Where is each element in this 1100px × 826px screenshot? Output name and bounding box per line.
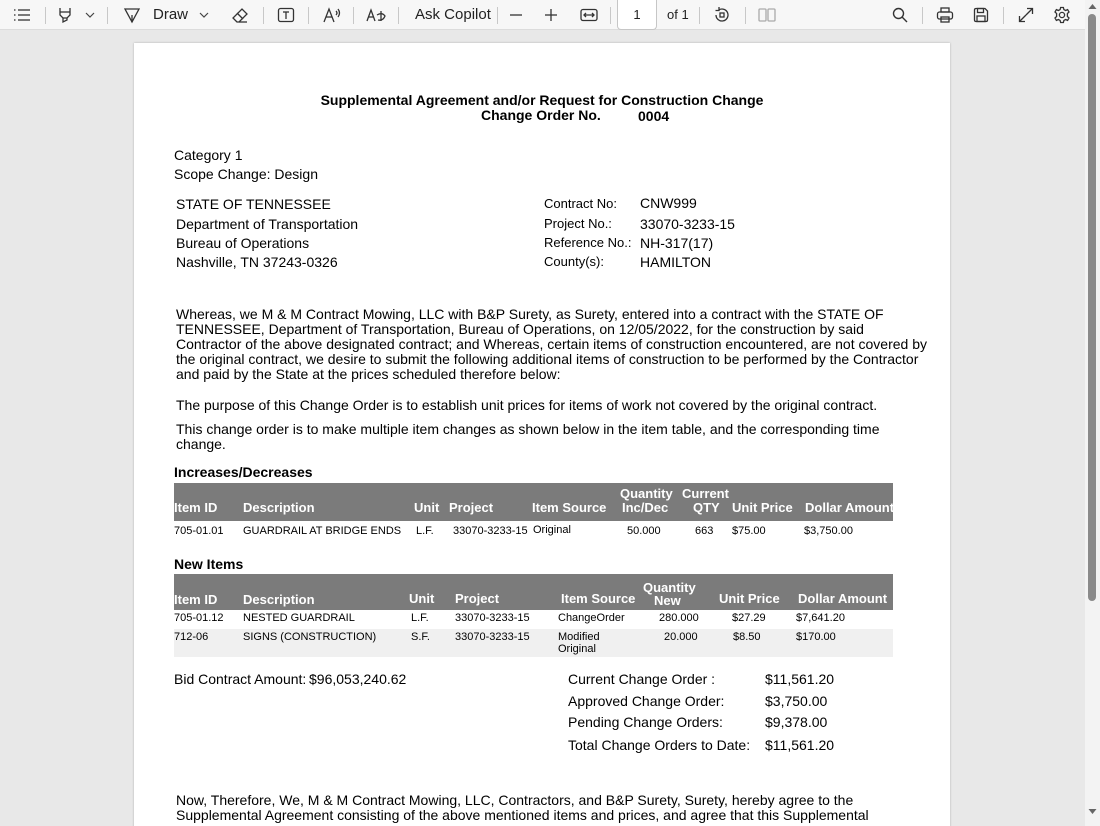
cell-quantity: 20.000 [664, 631, 698, 643]
cell-unit: L.F. [411, 612, 429, 624]
header-project: Project [455, 591, 500, 606]
print-icon[interactable] [934, 0, 956, 30]
header-item-source: Item Source [532, 500, 607, 515]
draw-label[interactable]: Draw [153, 6, 189, 23]
change-order-label: Change Order No. [481, 107, 601, 123]
toolbar-divider [308, 7, 309, 24]
toolbar-divider [610, 7, 611, 24]
whereas-line: and paid by the State at the prices scheduled therefore below: [176, 366, 561, 382]
header-dollar-amount: Dollar Amount [798, 591, 888, 606]
document-title: Supplemental Agreement and/or Request for Construction Change [320, 92, 764, 108]
header-quantity: Quantity [643, 580, 696, 595]
new-items-title: New Items [174, 556, 244, 572]
header-dollar-amount: Dollar Amount [805, 500, 895, 515]
cell-project: 33070-3233-15 [453, 525, 528, 537]
zoom-in-icon[interactable] [541, 0, 561, 30]
header-description: Description [243, 592, 315, 607]
purpose-statement: The purpose of this Change Order is to establish unit prices for items of work not covered by the original contract. [176, 397, 878, 413]
toolbar-divider [745, 7, 746, 24]
header-unit-price: Unit Price [719, 591, 780, 606]
save-icon[interactable] [970, 0, 992, 30]
pdf-toolbar [0, 0, 1100, 30]
whereas-line: TENNESSEE, Department of Transportation, Bureau of Operations, on 12/05/2022, for the construction by said [176, 321, 864, 337]
project-no-label: Project No.: [544, 216, 612, 231]
cell-unit: L.F. [416, 525, 434, 537]
table-row [174, 629, 893, 657]
scope-change: Scope Change: Design [174, 166, 318, 182]
total-label: Pending Change Orders: [568, 714, 723, 730]
whereas-line: Contractor of the above designated contract; and Whereas, certain items of construction encountered, are not covered by [176, 336, 927, 352]
text-box-icon[interactable] [275, 0, 297, 30]
page-view-icon[interactable] [756, 0, 778, 30]
total-value: $11,561.20 [765, 737, 835, 753]
header-quantity-new: New [654, 593, 681, 608]
change-note-line: change. [176, 436, 226, 452]
increases-title: Increases/Decreases [174, 464, 313, 480]
increases-table-header [174, 483, 893, 521]
county-value: HAMILTON [640, 254, 712, 270]
total-label: Current Change Order : [568, 671, 716, 687]
cell-project: 33070-3233-15 [455, 631, 530, 643]
settings-gear-icon[interactable] [1051, 0, 1073, 30]
cell-item-source-line2: Original [558, 643, 596, 655]
pdf-page [134, 43, 950, 826]
header-unit-price: Unit Price [732, 500, 793, 515]
header-unit: Unit [414, 500, 440, 515]
now-therefore-line: Supplemental Agreement consisting of the above mentioned items and prices, and agree that this Supplemental [176, 807, 869, 823]
change-order-number: 0004 [638, 108, 670, 124]
toolbar-divider [45, 7, 46, 24]
highlight-dropdown-chevron-icon[interactable] [83, 0, 97, 30]
cell-dollar-amount: $7,641.20 [796, 612, 845, 624]
total-label: Approved Change Order: [568, 693, 725, 709]
cell-description: SIGNS (CONSTRUCTION) [243, 631, 377, 643]
bid-contract-value: $96,053,240.62 [309, 671, 407, 687]
bid-contract-label: Bid Contract Amount: [174, 671, 307, 687]
total-label: Total Change Orders to Date: [568, 737, 751, 753]
total-value: $3,750.00 [765, 693, 828, 709]
cell-description: GUARDRAIL AT BRIDGE ENDS [243, 525, 402, 537]
address-line: Bureau of Operations [176, 235, 310, 251]
cell-item-source: Original [533, 524, 571, 536]
fullscreen-icon[interactable] [1015, 0, 1037, 30]
header-item-id: Item ID [174, 592, 218, 607]
total-value: $11,561.20 [765, 671, 835, 687]
fit-to-width-icon[interactable] [578, 0, 600, 30]
eraser-icon[interactable] [229, 0, 251, 30]
translate-icon[interactable] [364, 0, 388, 30]
cell-unit-price: $8.50 [733, 631, 761, 643]
cell-unit: S.F. [411, 631, 430, 643]
cell-item-source: Modified [558, 631, 600, 643]
total-value: $9,378.00 [765, 714, 828, 730]
search-icon[interactable] [889, 0, 911, 30]
cell-project: 33070-3233-15 [455, 612, 530, 624]
address-line: STATE OF TENNESSEE [176, 196, 331, 212]
cell-unit-price: $75.00 [732, 525, 766, 537]
toolbar-divider [353, 7, 354, 24]
whereas-line: the original contract, we desire to submit the following additional items of construction to be performed by the Contractor [176, 351, 919, 367]
header-current: Current [682, 486, 729, 501]
reference-no-value: NH-317(17) [640, 235, 714, 251]
change-note-line: This change order is to make multiple item changes as shown below in the item table, and the corresponding time [176, 421, 880, 437]
header-quantity: Quantity [620, 486, 673, 501]
header-item-source: Item Source [561, 591, 636, 606]
address-line: Department of Transportation [176, 216, 359, 232]
header-description: Description [243, 500, 315, 515]
cell-item-source: ChangeOrder [558, 612, 625, 624]
cell-description: NESTED GUARDRAIL [243, 612, 355, 624]
page-number-input[interactable]: 1 [617, 0, 657, 30]
county-label: County(s): [544, 254, 604, 269]
scroll-up-arrow-icon[interactable] [1086, 0, 1099, 13]
cell-quantity: 50.000 [627, 525, 661, 537]
zoom-out-icon[interactable] [506, 0, 526, 30]
cell-dollar-amount: $170.00 [796, 631, 836, 643]
scrollbar-thumb[interactable] [1088, 14, 1096, 601]
header-unit: Unit [409, 591, 435, 606]
scroll-down-arrow-icon[interactable] [1086, 805, 1099, 818]
header-item-id: Item ID [174, 500, 218, 515]
draw-icon[interactable] [121, 0, 143, 30]
toolbar-divider [398, 7, 399, 24]
toolbar-divider [263, 7, 264, 24]
cell-item-id: 712-06 [174, 631, 209, 643]
draw-dropdown-chevron-icon[interactable] [197, 0, 211, 30]
cell-unit-price: $27.29 [732, 612, 766, 624]
page-count: of 1 [667, 7, 689, 22]
address-line: Nashville, TN 37243-0326 [176, 254, 338, 270]
cell-item-id: 705-01.12 [174, 612, 224, 624]
header-project: Project [449, 500, 494, 515]
header-inc-dec: Inc/Dec [622, 500, 669, 515]
cell-dollar-amount: $3,750.00 [804, 525, 853, 537]
ask-copilot-button[interactable]: Ask Copilot [415, 6, 491, 23]
contract-no-value: CNW999 [640, 195, 697, 211]
contract-no-label: Contract No: [544, 196, 617, 211]
toolbar-divider [1003, 7, 1004, 24]
whereas-line: Whereas, we M & M Contract Mowing, LLC with B&P Surety, as Surety, entered into a contract with the STATE OF [176, 306, 884, 322]
category: Category 1 [174, 147, 243, 163]
read-aloud-icon[interactable] [320, 0, 344, 30]
table-row [174, 610, 893, 629]
header-qty: QTY [693, 500, 720, 515]
toolbar-divider [107, 7, 108, 24]
toolbar-divider [699, 7, 700, 24]
now-therefore-line: Now, Therefore, We, M & M Contract Mowing, LLC, Contractors, and B&P Surety, Surety, hereby agree to the [176, 792, 854, 808]
toolbar-divider [497, 7, 498, 24]
cell-quantity: 280.000 [659, 612, 699, 624]
contents-list-icon[interactable] [10, 0, 34, 30]
highlight-icon[interactable] [54, 0, 76, 30]
table-row [174, 522, 893, 541]
reference-no-label: Reference No.: [544, 235, 632, 250]
new-items-table-header [174, 574, 893, 610]
cell-current-qty: 663 [695, 525, 714, 537]
rotate-icon[interactable] [711, 0, 733, 30]
toolbar-divider [922, 7, 923, 24]
cell-item-id: 705-01.01 [174, 525, 224, 537]
project-no-value: 33070-3233-15 [640, 216, 735, 232]
